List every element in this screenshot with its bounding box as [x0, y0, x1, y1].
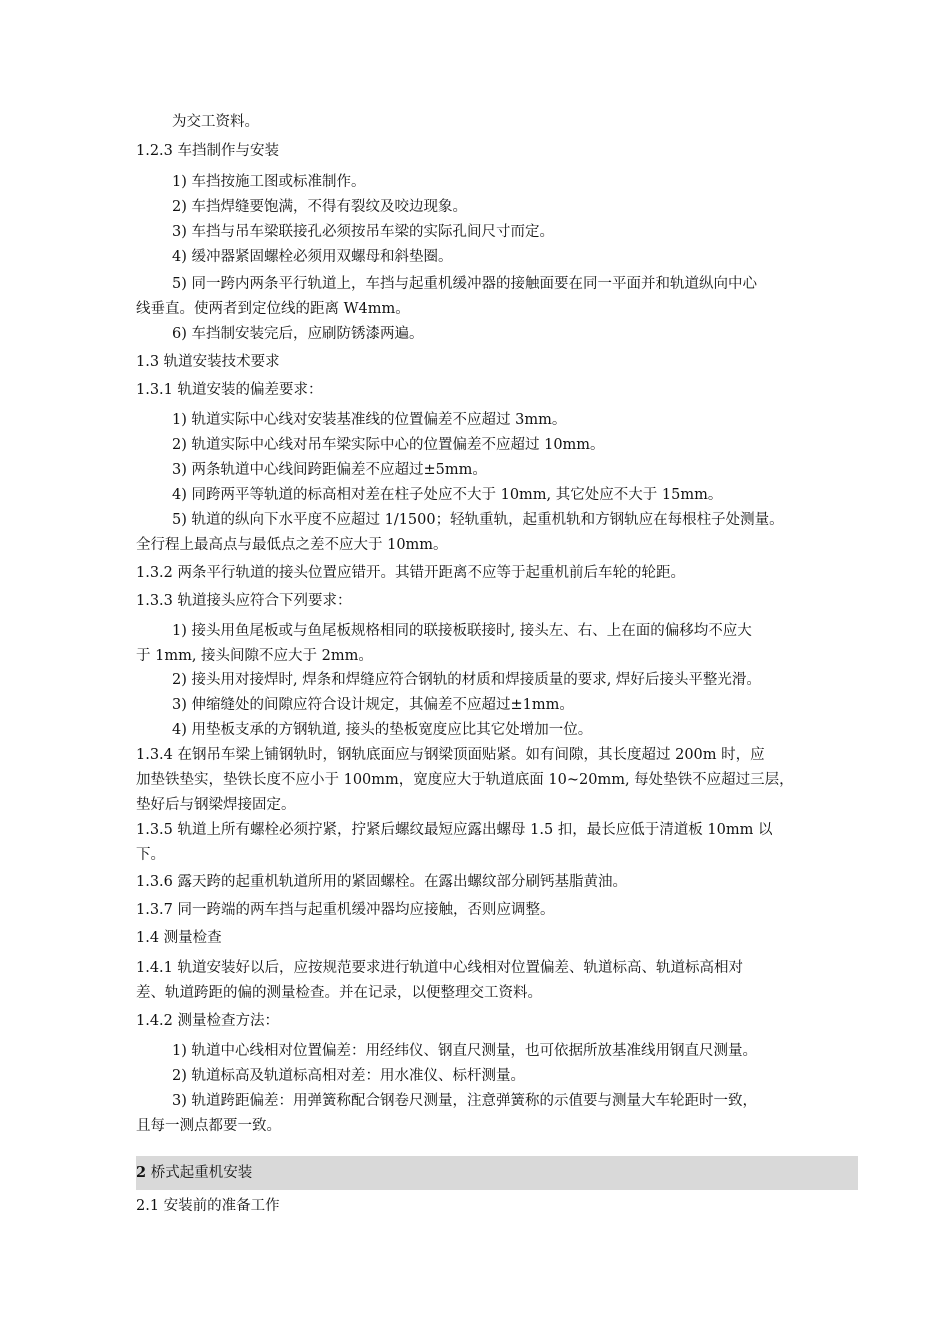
list-item-continued: 全行程上最高点与最低点之差不应大于 10mm。 — [136, 537, 448, 553]
section-heading: 1.4 测量检查 — [136, 930, 222, 946]
subheading: 1.3.1 轨道安装的偏差要求： — [136, 382, 323, 398]
list-item: 3) 轨道跨距偏差：用弹簧称配合钢卷尺测量，注意弹簧称的示值要与测量大车轮距时一致， — [172, 1093, 757, 1109]
subheading: 1.4.2 测量检查方法： — [136, 1013, 280, 1029]
list-item: 1) 接头用鱼尾板或与鱼尾板规格相同的联接板联接时, 接头左、右、上在面的偏移均不应大 — [172, 623, 752, 639]
list-item: 4) 用垫板支承的方钢轨道, 接头的垫板宽度应比其它处增加一位。 — [172, 722, 593, 738]
subheading: 2.1 安装前的准备工作 — [136, 1198, 280, 1214]
list-item-continued: 且每一测点都要一致。 — [136, 1118, 281, 1134]
list-item: 1) 轨道实际中心线对安装基准线的位置偏差不应超过 3mm。 — [172, 412, 567, 428]
list-item: 5) 轨道的纵向下水平度不应超过 1/1500；轻轨重轨，起重机轨和方钢轨应在每根柱子处测量。 — [172, 512, 784, 528]
subheading: 1.2.3 车挡制作与安装 — [136, 143, 280, 159]
section-heading: 1.3 轨道安装技术要求 — [136, 354, 280, 370]
list-item: 4) 缓冲器紧固螺栓必须用双螺母和斜垫圈。 — [172, 249, 453, 265]
paragraph: 1.3.4 在钢吊车梁上铺钢轨时，钢轨底面应与钢梁顶面贴紧。如有间隙，其长度超过 200m 时，应 — [136, 747, 765, 763]
list-item: 2) 轨道实际中心线对吊车梁实际中心的位置偏差不应超过 10mm。 — [172, 437, 605, 453]
paragraph-continued: 加垫铁垫实，垫铁长度不应小于 100mm，宽度应大于轨道底面 10~20mm, 每处垫铁不应超过三层， — [136, 772, 794, 788]
subheading: 1.3.2 两条平行轨道的接头位置应错开。其错开距离不应等于起重机前后车轮的轮距。 — [136, 565, 686, 581]
paragraph: 1.3.5 轨道上所有螺栓必须拧紧，拧紧后螺纹最短应露出螺母 1.5 扣，最长应低于清道板 10mm 以 — [136, 822, 773, 838]
paragraph: 1.4.1 轨道安装好以后，应按规范要求进行轨道中心线相对位置偏差、轨道标高、轨道标高相对 — [136, 960, 743, 976]
list-item: 3) 车挡与吊车梁联接孔必须按吊车梁的实际孔间尺寸而定。 — [172, 224, 554, 240]
list-item-continued: 于 1mm, 接头间隙不应大于 2mm。 — [136, 648, 373, 664]
list-item: 1) 车挡按施工图或标准制作。 — [172, 174, 366, 190]
list-item: 4) 同跨两平等轨道的标高相对差在柱子处应不大于 10mm, 其它处应不大于 15mm。 — [172, 487, 723, 503]
paragraph-continued: 下。 — [136, 847, 165, 863]
paragraph: 1.3.6 露天跨的起重机轨道所用的紧固螺栓。在露出螺纹部分刷钙基脂黄油。 — [136, 874, 628, 890]
list-item: 1) 轨道中心线相对位置偏差：用经纬仪、钢直尺测量，也可依据所放基准线用钢直尺测量。 — [172, 1043, 757, 1059]
list-item: 3) 伸缩缝处的间隙应符合设计规定，其偏差不应超过±1mm。 — [172, 697, 574, 713]
list-item: 3) 两条轨道中心线间跨距偏差不应超过±5mm。 — [172, 462, 487, 478]
chapter-number: 2 — [136, 1164, 147, 1181]
list-item: 2) 轨道标高及轨道标高相对差：用水准仪、标杆测量。 — [172, 1068, 525, 1084]
paragraph-continued: 差、轨道跨距的偏的测量检查。并在记录，以便整理交工资料。 — [136, 985, 542, 1001]
paragraph: 1.3.7 同一跨端的两车挡与起重机缓冲器均应接触，否则应调整。 — [136, 902, 555, 918]
chapter-heading — [136, 1163, 252, 1183]
list-item: 5) 同一跨内两条平行轨道上，车挡与起重机缓冲器的接触面要在同一平面并和轨道纵向中心 — [172, 276, 757, 292]
list-item: 2) 接头用对接焊时, 焊条和焊缝应符合钢轨的材质和焊接质量的要求, 焊好后接头平整光滑。 — [172, 672, 761, 688]
list-item: 6) 车挡制安装完后，应刷防锈漆两遍。 — [172, 326, 424, 342]
subheading: 1.3.3 轨道接头应符合下列要求： — [136, 593, 352, 609]
list-item-continued: 线垂直。使两者到定位线的距离 W4mm。 — [136, 301, 410, 317]
chapter-title: 桥式起重机安装 — [146, 1165, 253, 1181]
chapter-heading-bar — [136, 1156, 858, 1190]
paragraph: 为交工资料。 — [172, 114, 259, 130]
list-item: 2) 车挡焊缝要饱满，不得有裂纹及咬边现象。 — [172, 199, 467, 215]
paragraph-continued: 垫好后与钢梁焊接固定。 — [136, 797, 296, 813]
